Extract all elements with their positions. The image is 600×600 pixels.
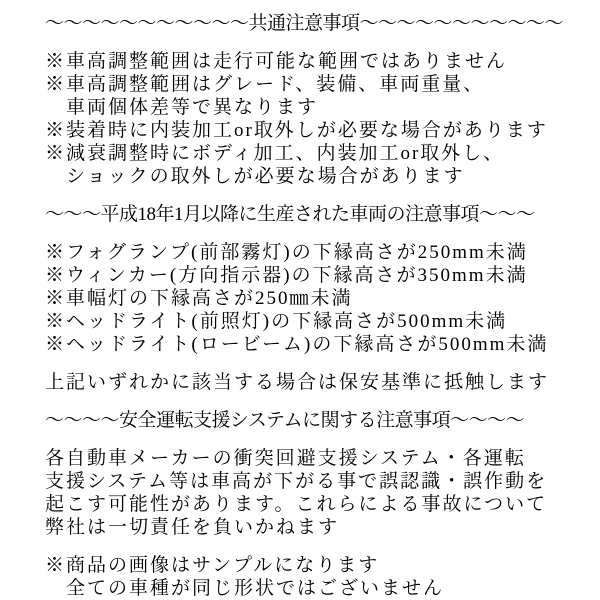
spacer [45,432,570,447]
spacer [45,539,570,554]
spacer [45,188,570,203]
notice-item: ※ヘッドライト(ロービーム)の下縁高さが500mm未満 [45,334,549,355]
sample-image-note: ※商品の画像はサンプルになります [45,555,380,576]
disclaimer-line: 起こす可能性があります。これらによる事故について [45,494,548,515]
disclaimer-line: 支援システム等は車高が下がる事で誤認識・誤作動を [45,471,548,492]
notice-item: ※フォグランプ(前部霧灯)の下縁高さが250mm未満 [45,242,528,263]
disclaimer-line: 各自動車メーカーの衝突回避支援システム・各運転 [45,448,526,469]
sample-image-note-continuation: 全ての車種が同じ形状ではございません [66,578,445,599]
section-title-safety-system: ～～～～安全運転支援システムに関する注意事項～～～～ [45,410,525,431]
spacer [45,35,570,50]
notice-item: ※ヘッドライト(前照灯)の下縁高さが500mm未満 [45,311,508,332]
notice-item: ※車幅灯の下縁高さが250㎜未満 [45,288,353,309]
notice-item-continuation: ショックの取外しが必要な場合があります [66,166,465,187]
notice-item: ※減衰調整時にボディ加工、内装加工or取外し、 [45,143,505,164]
notice-item: ※ウィンカー(方向指示器)の下縁高さが350mm未満 [45,265,528,286]
notice-item: ※車高調整範囲は走行可能な範囲ではありません [45,51,508,72]
safety-standard-note: 上記いずれかに該当する場合は保安基準に抵触します [45,372,550,393]
notice-item: ※車高調整範囲はグレード、装備、車両重量、 [45,74,485,95]
notice-item-continuation: 車両個体差等で異なります [66,97,319,118]
disclaimer-line: 弊社は一切責任を負いかねます [45,517,340,538]
spacer [45,394,570,409]
section-title-heisei18: ～～～平成18年1月以降に生産された車両の注意事項～～～ [45,204,535,225]
spacer [45,226,570,241]
notice-item: ※装着時に内装加工or取外しが必要な場合があります [45,120,548,141]
spacer [45,356,570,371]
section-title-common: ～～～～～～～～～～～共通注意事項～～～～～～～～～～～ [45,13,564,34]
